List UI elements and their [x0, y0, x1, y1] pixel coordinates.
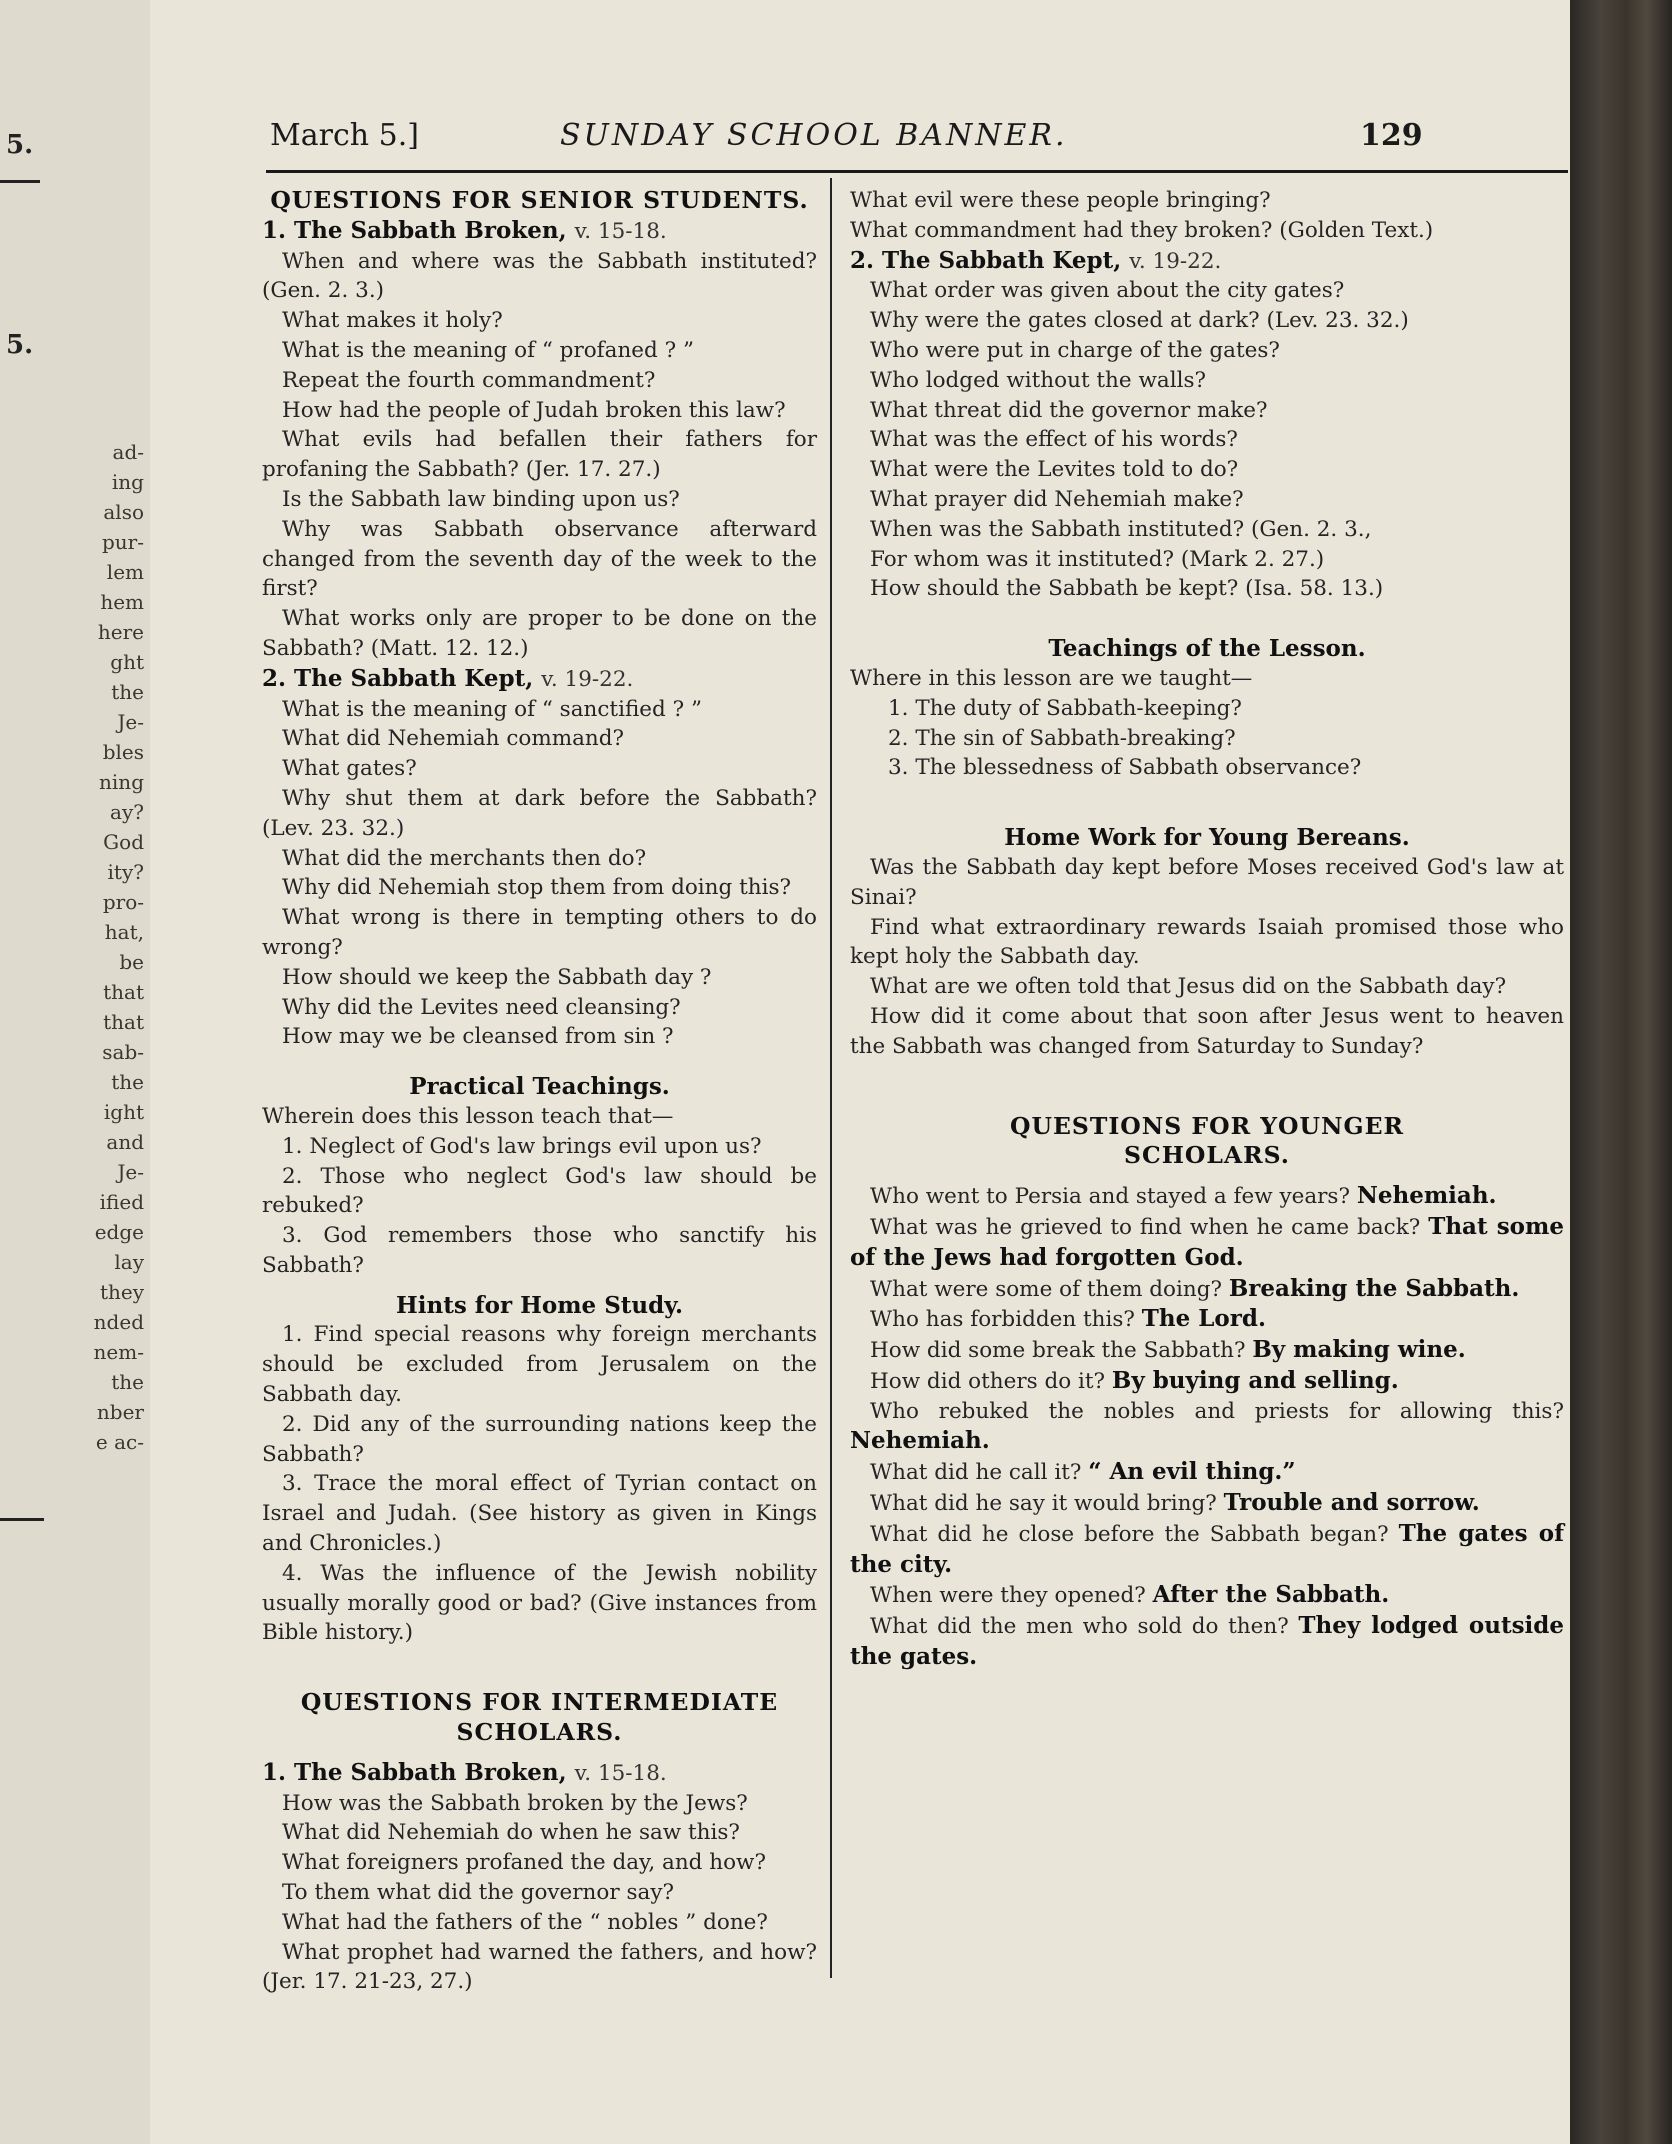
prev-page-fragment: nem-: [93, 1340, 144, 1364]
prev-page-fragment: ified: [99, 1190, 144, 1214]
text-line: 2. Did any of the surrounding nations keep the Sabbath?: [262, 1411, 817, 1467]
prev-page-fragment: pur-: [101, 530, 144, 554]
prev-page-fragment: ing: [111, 470, 144, 494]
text-line: For whom was it instituted? (Mark 2. 27.): [870, 546, 1325, 572]
right-column: [850, 186, 1564, 1673]
prev-page-fragment: bles: [102, 740, 144, 764]
text-line: Who were put in charge of the gates?: [870, 337, 1280, 363]
answer: The Lord.: [1141, 1305, 1266, 1333]
intermediate-div1-questions-cont: [850, 186, 1564, 246]
text-line: 1. The duty of Sabbath-keeping?: [888, 695, 1242, 721]
senior-division-1: [262, 216, 817, 247]
text-line: How did it come about that soon after Jesus went to heaven the Sabbath was changed from Saturday to Sunday?: [850, 1003, 1564, 1059]
qa-item: [850, 1488, 1564, 1519]
text-line: When and where was the Sabbath instituted? (Gen. 2. 3.): [262, 248, 817, 304]
answer: After the Sabbath.: [1152, 1581, 1390, 1609]
text-line: To them what did the governor say?: [282, 1880, 674, 1906]
heading-line: QUESTIONS FOR INTERMEDIATE: [300, 1688, 779, 1717]
prev-page-fragment: ning: [99, 770, 144, 794]
heading-line: SCHOLARS.: [456, 1718, 623, 1747]
prev-page-fragment: God: [103, 830, 144, 854]
text-line: What works only are proper to be done on the Sabbath? (Matt. 12. 12.): [262, 606, 817, 661]
qa-item: [850, 1366, 1564, 1397]
prev-page-fragment: hem: [100, 590, 144, 614]
text-line: Why did Nehemiah stop them from doing this?: [282, 875, 792, 901]
teachings-items: [850, 694, 1564, 783]
text-line: What threat did the governor make?: [870, 397, 1268, 423]
text-line: Why shut them at dark before the Sabbath? (Lev. 23. 32.): [262, 785, 817, 841]
prev-page-fragment: ight: [103, 1100, 144, 1124]
prev-page-fragment: hat,: [104, 920, 144, 944]
division-title: 1. The Sabbath Broken,: [262, 216, 567, 244]
qa-item: [850, 1611, 1564, 1673]
prev-page-fragment: that: [103, 1010, 144, 1034]
text-line: Was the Sabbath day kept before Moses received God's law at Sinai?: [850, 854, 1564, 910]
text-line: What prophet had warned the fathers, and how? (Jer. 17. 21-23, 27.): [262, 1939, 817, 1995]
text-line: 4. Was the influence of the Jewish nobility usually morally good or bad? (Give instances from Bible history.): [262, 1560, 817, 1646]
practical-items: [262, 1132, 817, 1281]
text-line: Why did the Levites need cleansing?: [282, 994, 681, 1020]
senior-div1-questions: [262, 247, 817, 664]
senior-div2-questions: [262, 695, 817, 1053]
prev-page-fragment: ad-: [112, 440, 144, 464]
hints-heading: Hints for Home Study.: [396, 1291, 683, 1319]
heading-line: QUESTIONS FOR YOUNGER: [1009, 1111, 1405, 1140]
text-line: What did Nehemiah command?: [282, 726, 625, 752]
text-line: Repeat the fourth commandment?: [282, 367, 656, 393]
text-line: Why was Sabbath observance afterward changed from the seventh day of the week to the first?: [262, 516, 817, 602]
question: What were some of them doing?: [870, 1276, 1223, 1302]
homework-items: [850, 853, 1564, 1062]
text-line: What were the Levites told to do?: [870, 457, 1239, 483]
prev-page-number: 5.: [6, 330, 34, 360]
question: Who went to Persia and stayed a few years?: [870, 1184, 1350, 1210]
prev-page-fragment: ity?: [107, 860, 144, 884]
qa-item: [850, 1304, 1564, 1335]
division-title: 2. The Sabbath Kept,: [262, 664, 534, 692]
header-title: SUNDAY SCHOOL BANNER.: [560, 118, 1068, 153]
answer: Trouble and sorrow.: [1223, 1489, 1480, 1517]
text-line: Is the Sabbath law binding upon us?: [282, 486, 680, 512]
prev-page-number: 5.: [6, 130, 34, 160]
division-ref: v. 15-18.: [574, 1760, 667, 1786]
left-column: [262, 186, 817, 1997]
question: How did others do it?: [870, 1368, 1106, 1394]
prev-page-fragment: that: [103, 980, 144, 1004]
text-line: How should the Sabbath be kept? (Isa. 58. 13.): [870, 576, 1384, 602]
page-number: 129: [1360, 118, 1423, 153]
question: What did he call it?: [870, 1460, 1082, 1486]
question: When were they opened?: [870, 1583, 1146, 1609]
answer: Nehemiah.: [1356, 1182, 1497, 1210]
younger-qa: [850, 1181, 1564, 1673]
text-line: What makes it holy?: [282, 308, 503, 334]
prev-page-rule: [0, 180, 40, 183]
text-line: How should we keep the Sabbath day ?: [282, 964, 712, 990]
prev-page-fragment: nded: [93, 1310, 144, 1334]
text-line: How may we be cleansed from sin ?: [282, 1024, 674, 1050]
practical-intro: Wherein does this lesson teach that—: [262, 1103, 674, 1129]
text-line: What did Nehemiah do when he saw this?: [282, 1820, 740, 1846]
text-line: 1. Find special reasons why foreign merchants should be excluded from Jerusalem on the Sabbath day.: [262, 1322, 817, 1408]
qa-item: [850, 1397, 1564, 1458]
teachings-intro: Where in this lesson are we taught—: [850, 665, 1253, 691]
header-rule: [266, 170, 1568, 173]
intermediate-div1-questions: [262, 1789, 817, 1998]
qa-item: [850, 1274, 1564, 1305]
prev-page-rule: [0, 1518, 44, 1521]
prev-page-fragment: they: [99, 1280, 144, 1304]
text-line: What is the meaning of “ profaned ? ”: [282, 337, 694, 363]
qa-item: [850, 1457, 1564, 1488]
question: What did he say it would bring?: [870, 1491, 1217, 1517]
text-line: How had the people of Judah broken this law?: [282, 397, 786, 423]
intermediate-heading: [262, 1688, 817, 1748]
prev-page-fragment: the: [111, 680, 144, 704]
prev-page-fragment: lay: [114, 1250, 144, 1274]
prev-page-fragment: pro-: [102, 890, 144, 914]
question: Who rebuked the nobles and priests for allowing this?: [870, 1398, 1564, 1424]
question: Who has forbidden this?: [870, 1307, 1135, 1333]
homework-heading: Home Work for Young Bereans.: [1004, 824, 1410, 852]
senior-heading: QUESTIONS FOR SENIOR STUDENTS.: [270, 186, 809, 214]
prev-page-fragment: Je-: [117, 1160, 144, 1184]
prev-page-fragment: sab-: [102, 1040, 144, 1064]
prev-page-fragment: lem: [106, 560, 144, 584]
text-line: When was the Sabbath instituted? (Gen. 2. 3.,: [870, 516, 1372, 542]
intermediate-div2-questions: [850, 276, 1564, 604]
prev-page-fragment: be: [119, 950, 144, 974]
intermediate-division-1: [262, 1758, 817, 1789]
question: What was he grieved to find when he came back?: [870, 1214, 1421, 1240]
text-line: What evil were these people bringing?: [850, 188, 1271, 213]
text-line: 3. God remembers those who sanctify his Sabbath?: [262, 1223, 817, 1278]
text-line: What gates?: [282, 756, 417, 782]
text-line: What foreigners profaned the day, and how?: [282, 1850, 766, 1876]
qa-item: [850, 1181, 1564, 1212]
text-line: 2. Those who neglect God's law should be rebuked?: [262, 1163, 817, 1219]
younger-heading: [850, 1112, 1564, 1172]
senior-division-2: [262, 664, 817, 695]
text-line: 3. The blessedness of Sabbath observance?: [888, 755, 1362, 781]
question: What did he close before the Sabbath began?: [870, 1521, 1389, 1547]
division-ref: v. 19-22.: [1129, 248, 1222, 274]
teachings-heading: Teachings of the Lesson.: [1048, 635, 1366, 663]
answer: That some of the Jews had forgotten God.: [850, 1212, 1564, 1271]
division-ref: v. 15-18.: [574, 218, 667, 244]
column-rule: [830, 178, 832, 1978]
text-line: 3. Trace the moral effect of Tyrian contact on Israel and Judah. (See history as given in Kings and Chronicles.): [262, 1471, 817, 1557]
answer: They lodged outside the gates.: [850, 1612, 1564, 1671]
qa-item: [850, 1580, 1564, 1611]
qa-item: [850, 1519, 1564, 1581]
prev-page-fragment: e ac-: [95, 1430, 144, 1454]
text-line: 1. Neglect of God's law brings evil upon us?: [282, 1133, 762, 1159]
hints-items: [262, 1320, 817, 1648]
text-line: What did the merchants then do?: [282, 845, 647, 871]
answer: By buying and selling.: [1111, 1366, 1399, 1394]
answer: “ An evil thing.”: [1088, 1458, 1296, 1486]
page: [150, 0, 1570, 2144]
question: How did some break the Sabbath?: [870, 1338, 1246, 1364]
qa-item: [850, 1212, 1564, 1274]
previous-page-edge: [0, 0, 153, 2144]
intermediate-division-2: [850, 246, 1564, 277]
text-line: What is the meaning of “ sanctified ? ”: [282, 696, 702, 722]
question: What did the men who sold do then?: [870, 1614, 1289, 1640]
prev-page-fragment: Je-: [117, 710, 144, 734]
text-line: What wrong is there in tempting others to do wrong?: [262, 905, 817, 960]
book-spine: [1570, 0, 1672, 2144]
division-ref: v. 19-22.: [541, 666, 634, 692]
heading-line: SCHOLARS.: [1124, 1141, 1290, 1170]
text-line: How was the Sabbath broken by the Jews?: [282, 1790, 748, 1816]
prev-page-fragment: the: [111, 1370, 144, 1394]
answer: Nehemiah.: [850, 1427, 990, 1455]
text-line: What prayer did Nehemiah make?: [870, 486, 1244, 512]
practical-heading: Practical Teachings.: [409, 1073, 670, 1101]
qa-item: [850, 1335, 1564, 1366]
prev-page-fragment: also: [103, 500, 144, 524]
text-line: What commandment had they broken? (Golden Text.): [850, 217, 1434, 243]
text-line: Find what extraordinary rewards Isaiah promised those who kept holy the Sabbath day.: [850, 914, 1564, 970]
header-date: March 5.]: [270, 118, 419, 153]
answer: The gates of the city.: [850, 1519, 1564, 1578]
prev-page-fragment: edge: [94, 1220, 144, 1244]
prev-page-fragment: the: [111, 1070, 144, 1094]
prev-page-fragment: nber: [96, 1400, 144, 1424]
answer: By making wine.: [1252, 1336, 1466, 1364]
prev-page-fragment: ght: [110, 650, 144, 674]
text-line: What are we often told that Jesus did on the Sabbath day?: [870, 974, 1507, 1000]
prev-page-fragment: and: [106, 1130, 144, 1154]
text-line: Why were the gates closed at dark? (Lev. 23. 32.): [870, 308, 1409, 334]
text-line: What was the effect of his words?: [870, 427, 1238, 453]
prev-page-fragment: ay?: [110, 800, 144, 824]
division-title: 2. The Sabbath Kept,: [850, 246, 1122, 274]
text-line: What had the fathers of the “ nobles ” done?: [282, 1909, 768, 1935]
division-title: 1. The Sabbath Broken,: [262, 1758, 567, 1786]
prev-page-fragment: here: [97, 620, 144, 644]
text-line: 2. The sin of Sabbath-breaking?: [888, 725, 1236, 751]
answer: Breaking the Sabbath.: [1228, 1274, 1520, 1302]
text-line: What order was given about the city gates?: [870, 278, 1345, 304]
text-line: Who lodged without the walls?: [870, 367, 1207, 393]
text-line: What evils had befallen their fathers for profaning the Sabbath? (Jer. 17. 27.): [262, 427, 817, 483]
